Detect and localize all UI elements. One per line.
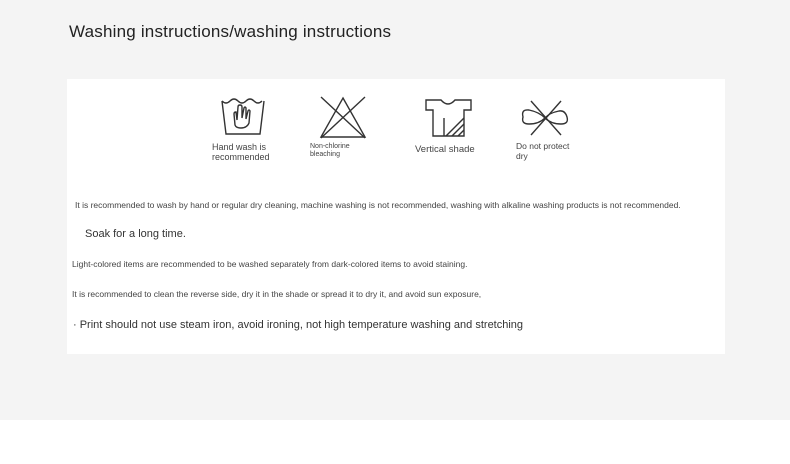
page-title: Washing instructions/washing instructions [69, 22, 392, 41]
bleach-label [310, 143, 350, 159]
non-chlorine-bleach-icon [318, 94, 368, 140]
do-not-dry-label-line2: dry [516, 150, 528, 161]
hand-wash-label [212, 142, 270, 163]
instruction-4: It is recommended to clean the reverse side, dry it in the shade or spread it to dry it, and avoid sun exposure, [72, 289, 482, 299]
instruction-5: · Print should not use steam iron, avoid ironing, not high temperature washing and stretching [73, 319, 524, 331]
vertical-shade-dry-icon [424, 98, 474, 138]
hand-wash-icon [220, 97, 266, 137]
bleach-label-line1: Non-chlorine [310, 143, 350, 150]
instructions-card [67, 79, 725, 354]
instruction-3: Light-colored items are recommended to be washed separately from dark-colored items to avoid staining. [72, 259, 468, 269]
do-not-dry-label [516, 142, 569, 162]
instruction-2: Soak for a long time. [85, 228, 186, 240]
do-not-dry-label-line1: Do not protect [516, 141, 570, 151]
hand-wash-label-line2: recommended [212, 152, 270, 163]
instruction-1: It is recommended to wash by hand or regular dry cleaning, machine washing is not recommended, washing with alkaline washing products is not recommended. [75, 200, 681, 210]
vertical-shade-label: Vertical shade [415, 144, 475, 155]
hand-wash-label-line1: Hand wash is [212, 142, 267, 152]
bleach-label-line2: bleaching [310, 151, 340, 159]
do-not-dry-icon [519, 99, 571, 137]
